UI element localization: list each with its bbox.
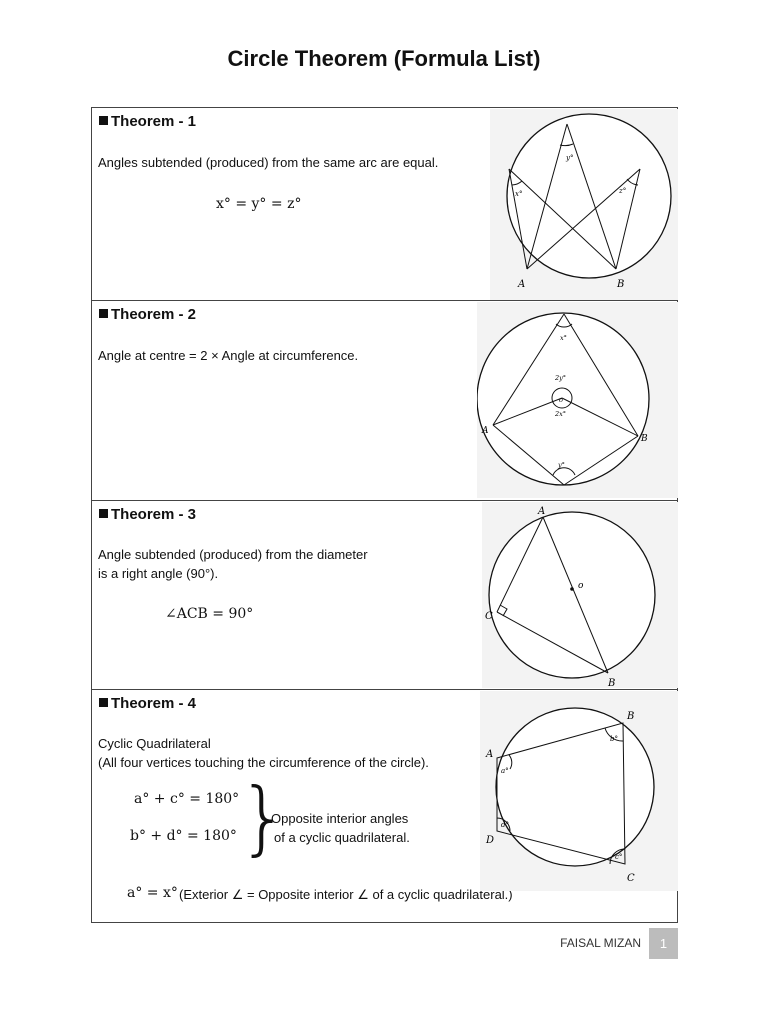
theorem-4-label-d: d° — [501, 821, 509, 829]
theorem-4-label-D: D — [486, 835, 495, 846]
theorem-1-heading — [99, 113, 196, 130]
theorem-4-figure — [480, 691, 678, 891]
theorem-3-card — [91, 500, 678, 690]
theorem-2-label-2y: 2y° — [555, 374, 567, 382]
theorem-4-bottom-note: (Exterior ∠ = Opposite interior ∠ of a cyclic quadrilateral.) — [179, 887, 513, 902]
theorem-2-label-y: y° — [558, 461, 565, 469]
theorem-2-figure — [477, 302, 678, 498]
theorem-4-label-C: C — [627, 873, 635, 884]
theorem-3-figure — [482, 502, 678, 688]
theorem-2-label-x: x° — [560, 334, 567, 342]
theorem-3-formula: ∠ACB = 90° — [165, 606, 254, 622]
theorem-4-text-line-2: (All four vertices touching the circumference of the circle). — [98, 755, 429, 770]
footer-author: FAISAL MIZAN — [560, 936, 641, 950]
theorem-3-text-line-1: Angle subtended (produced) from the diameter — [98, 547, 368, 562]
theorem-2-text: Angle at centre = 2 × Angle at circumference. — [98, 348, 359, 363]
theorem-4-bottom-formula: a° = x° — [127, 885, 178, 901]
theorem-1-figure — [490, 109, 678, 301]
theorem-3-heading — [99, 506, 196, 523]
theorem-1-card — [91, 107, 678, 301]
theorem-3-label-C: C — [485, 611, 493, 622]
theorem-4-text-line-1: Cyclic Quadrilateral — [98, 736, 211, 751]
square-bullet-icon — [99, 309, 108, 318]
theorem-1-label-A: A — [518, 279, 526, 290]
square-bullet-icon — [99, 509, 108, 518]
theorem-1-heading-text: Theorem - 1 — [111, 113, 197, 130]
square-bullet-icon — [99, 116, 108, 125]
theorem-2-card — [91, 300, 678, 501]
theorem-2-heading — [99, 306, 196, 323]
theorem-2-label-o: o — [559, 396, 563, 404]
theorem-4-heading — [99, 695, 196, 712]
theorem-4-card — [91, 689, 678, 923]
theorem-4-formula-1: a° + c° = 180° — [134, 791, 240, 807]
theorem-2-label-A: A — [482, 426, 489, 436]
theorem-3-heading-text: Theorem - 3 — [111, 506, 197, 523]
page-title: Circle Theorem (Formula List) — [227, 46, 541, 71]
theorem-1-label-y: y° — [566, 154, 574, 162]
theorem-4-formula-2: b° + d° = 180° — [130, 828, 237, 844]
theorem-2-heading-text: Theorem - 2 — [111, 306, 197, 323]
theorem-1-text: Angles subtended (produced) from the same arc are equal. — [98, 155, 439, 170]
theorem-1-label-x: x° — [515, 190, 523, 198]
theorem-4-label-A: A — [486, 749, 494, 760]
theorem-4-label-a: a° — [501, 767, 509, 775]
theorem-2-label-B: B — [641, 434, 648, 444]
theorem-3-label-o: o — [578, 581, 584, 591]
theorem-3-label-B: B — [608, 678, 616, 688]
theorem-2-label-2x: 2x° — [555, 410, 567, 418]
page-number: 1 — [649, 928, 678, 959]
theorem-4-brace-note-2: of a cyclic quadrilateral. — [274, 830, 410, 845]
theorem-4-label-b: b° — [610, 735, 618, 743]
theorem-4-heading-text: Theorem - 4 — [111, 695, 197, 712]
theorem-4-brace-note-1: Opposite interior angles — [271, 811, 409, 826]
theorem-3-label-A: A — [538, 506, 546, 517]
brace-icon: } — [238, 771, 289, 864]
theorem-1-formula: x° = y° = z° — [216, 196, 302, 212]
theorem-4-label-B: B — [627, 711, 635, 722]
square-bullet-icon — [99, 698, 108, 707]
theorem-1-label-B: B — [617, 279, 625, 290]
theorem-1-label-z: z° — [619, 187, 627, 195]
theorem-3-text-line-2: is a right angle (90°). — [98, 566, 219, 581]
theorem-4-label-c: c° — [615, 853, 623, 861]
